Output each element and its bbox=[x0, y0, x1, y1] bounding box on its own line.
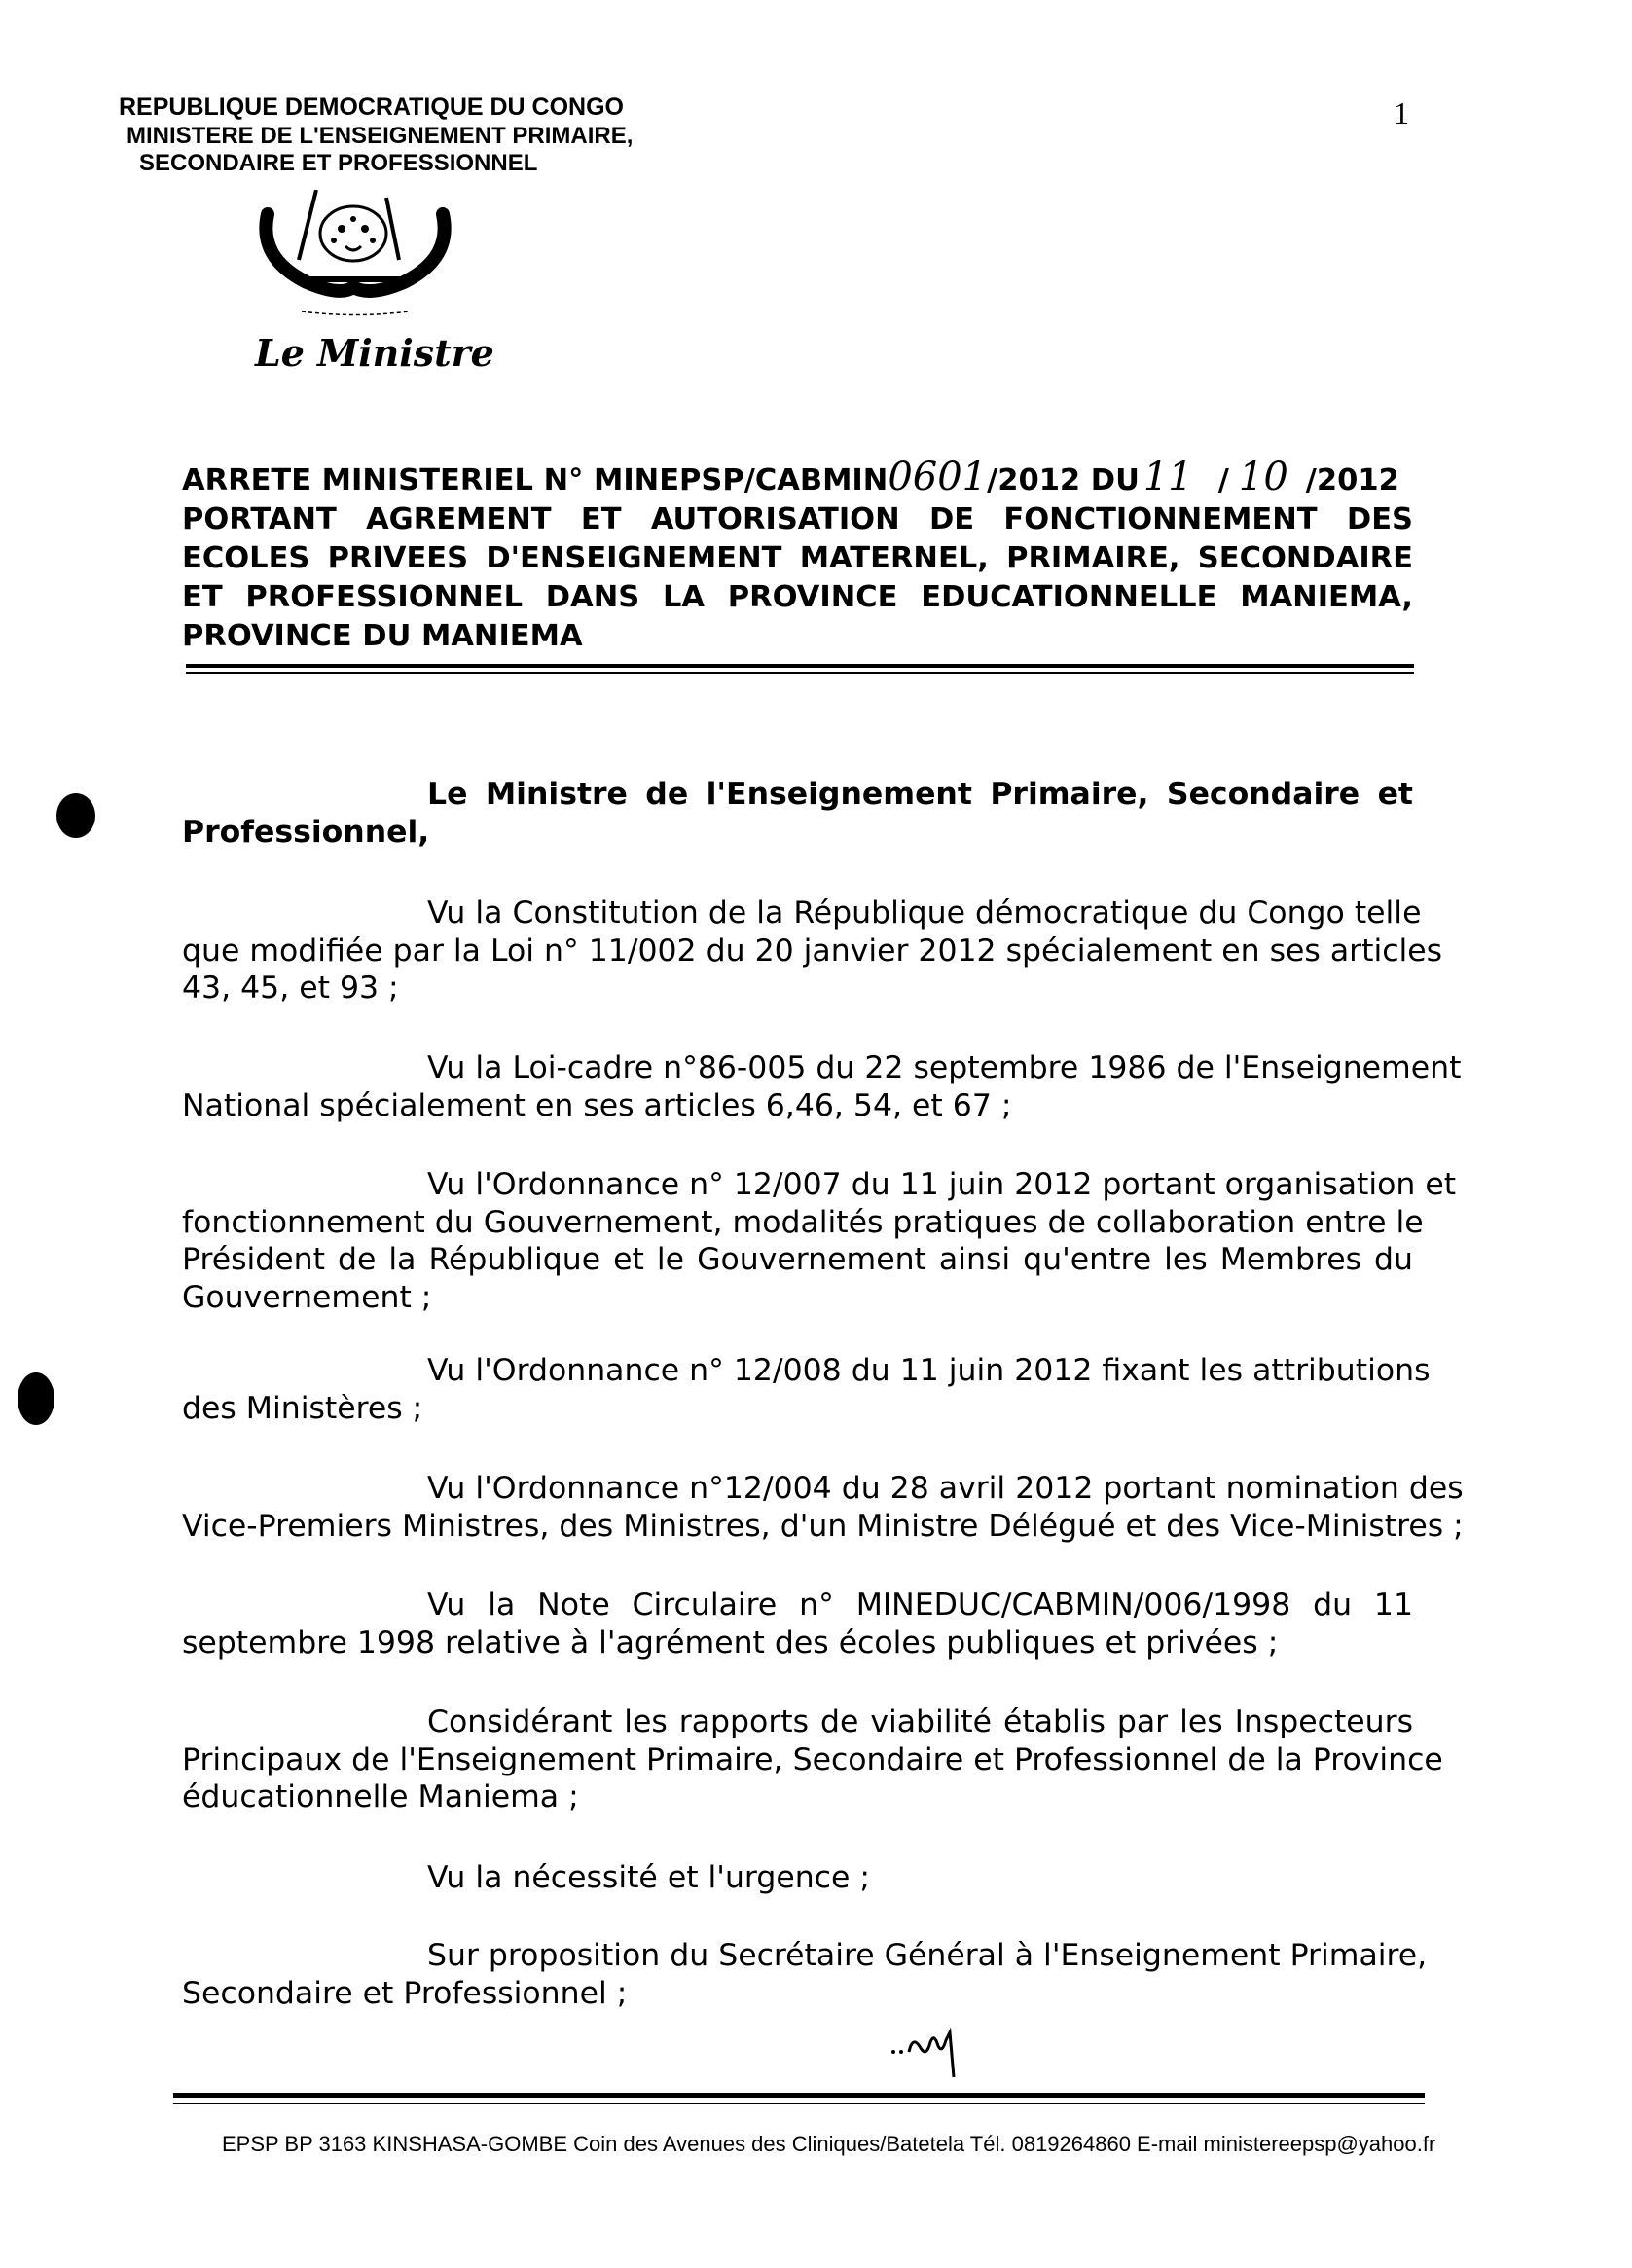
footer-rule-bottom bbox=[173, 2103, 1425, 2104]
title-year-1: /2012 DU bbox=[987, 463, 1140, 497]
title-line-1 bbox=[182, 457, 1413, 500]
recital-line: Secondaire et Professionnel ; bbox=[182, 1975, 628, 2011]
recital-proposition bbox=[182, 1937, 1428, 2012]
authority-line-1: Le Ministre de l'Enseignement Primaire, Secondaire et bbox=[427, 777, 1413, 812]
footer-contact: EPSP BP 3163 KINSHASA-GOMBE Coin des Avenues des Cliniques/Batetela Tél. 0819264860 E-mail ministereepsp@yahoo.fr bbox=[222, 2132, 1436, 2156]
recital-loi-cadre bbox=[182, 1049, 1462, 1124]
recital-line: Président de la République et le Gouvernement ainsi qu'entre les Membres du bbox=[182, 1242, 1413, 1277]
recital-line: Principaux de l'Enseignement Primaire, Secondaire et Professionnel de la Province bbox=[182, 1741, 1443, 1777]
recital-ordonnance-007 bbox=[182, 1166, 1457, 1316]
recital-line: Gouvernement ; bbox=[182, 1279, 432, 1315]
recital-line: National spécialement en ses articles 6,46, 54, et 67 ; bbox=[182, 1087, 1012, 1123]
recital-rapports bbox=[182, 1703, 1443, 1816]
handwritten-day: 11 bbox=[1142, 455, 1193, 499]
recital-note-circulaire bbox=[182, 1587, 1413, 1662]
recital-line: Vu l'Ordonnance n°12/004 du 28 avril 2012 portant nomination des bbox=[427, 1471, 1464, 1506]
recital-line: fonctionnement du Gouvernement, modalités pratiques de collaboration entre le bbox=[182, 1204, 1424, 1240]
recital-line: Vu la nécessité et l'urgence ; bbox=[427, 1860, 870, 1895]
title-line-5: PROVINCE DU MANIEMA bbox=[182, 619, 583, 653]
republic-name: REPUBLIQUE DEMOCRATIQUE DU CONGO bbox=[119, 93, 624, 121]
title-line-3: ECOLES PRIVEES D'ENSEIGNEMENT MATERNEL, PRIMAIRE, SECONDAIRE bbox=[182, 541, 1413, 575]
page-number: 1 bbox=[1394, 95, 1409, 130]
recital-line: 43, 45, et 93 ; bbox=[182, 970, 399, 1006]
ministry-name-line1: MINISTERE DE L'ENSEIGNEMENT PRIMAIRE, bbox=[127, 123, 634, 149]
recital-line: éducationnelle Maniema ; bbox=[182, 1779, 579, 1814]
le-ministre-signature-line: Le Ministre bbox=[255, 331, 494, 375]
decree-title bbox=[182, 457, 1413, 656]
recital-line: Vu l'Ordonnance n° 12/008 du 11 juin 2012 fixant les attributions bbox=[427, 1353, 1431, 1388]
title-rule-top bbox=[186, 664, 1414, 668]
punch-hole-bottom bbox=[18, 1372, 54, 1425]
handwritten-decree-number: 0601 bbox=[888, 455, 988, 499]
recital-line: Vu la Constitution de la République démocratique du Congo telle bbox=[427, 896, 1422, 931]
ministry-name-line2: SECONDAIRE ET PROFESSIONNEL bbox=[139, 150, 538, 176]
title-line-4: ET PROFESSIONNEL DANS LA PROVINCE EDUCATIONNELLE MANIEMA, bbox=[182, 580, 1413, 614]
recital-urgence bbox=[182, 1859, 1413, 1897]
title-year-2: /2012 bbox=[1305, 463, 1399, 497]
recital-line: Sur proposition du Secrétaire Général à l'Enseignement Primaire, bbox=[427, 1938, 1428, 1973]
recital-line: Vice-Premiers Ministres, des Ministres, d'un Ministre Délégué et des Vice-Ministres ; bbox=[182, 1508, 1464, 1544]
recital-line: que modifiée par la Loi n° 11/002 du 20 janvier 2012 spécialement en ses articles bbox=[182, 933, 1443, 969]
recital-ordonnance-008 bbox=[182, 1352, 1431, 1427]
footer-rule-top bbox=[173, 2093, 1425, 2098]
title-slash: / bbox=[1217, 463, 1229, 497]
recital-constitution bbox=[182, 895, 1443, 1007]
title-line-2: PORTANT AGREMENT ET AUTORISATION DE FONCTIONNEMENT DES bbox=[182, 502, 1413, 536]
recital-line: Vu l'Ordonnance n° 12/007 du 11 juin 2012 portant organisation et bbox=[427, 1167, 1457, 1202]
authority-line-2: Professionnel, bbox=[182, 814, 430, 850]
title-rule-bottom bbox=[186, 672, 1414, 674]
punch-hole-top bbox=[56, 793, 95, 838]
recital-line: Considérant les rapports de viabilité établis par les Inspecteurs bbox=[427, 1704, 1413, 1739]
handwritten-month: 10 bbox=[1238, 455, 1288, 499]
recital-ordonnance-004 bbox=[182, 1470, 1464, 1545]
title-prefix: ARRETE MINISTERIEL N° MINEPSP/CABMIN bbox=[182, 463, 889, 497]
recital-line: des Ministères ; bbox=[182, 1390, 423, 1426]
recital-line: Vu la Loi-cadre n°86-005 du 22 septembre 1986 de l'Enseignement bbox=[427, 1050, 1462, 1085]
authority-paragraph bbox=[182, 776, 1413, 851]
recital-line: septembre 1998 relative à l'agrément des écoles publiques et privées ; bbox=[182, 1625, 1279, 1661]
coat-of-arms-emblem bbox=[248, 190, 472, 326]
handwritten-initials bbox=[886, 2013, 973, 2081]
recital-line: Vu la Note Circulaire n° MINEDUC/CABMIN/006/1998 du 11 bbox=[427, 1588, 1413, 1623]
